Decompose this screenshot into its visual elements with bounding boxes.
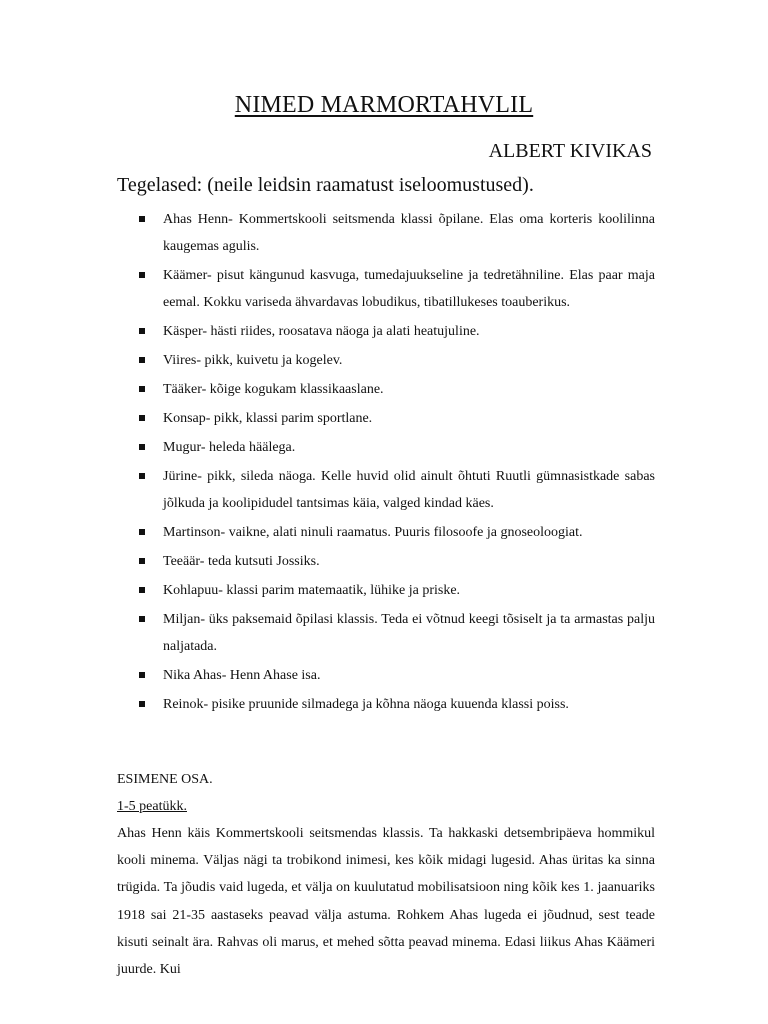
list-item: [117, 262, 655, 316]
list-item-text: Viires- pikk, kuivetu ja kogelev.: [163, 353, 343, 368]
bullet-icon: [139, 444, 145, 450]
list-item-text: Mugur- heleda häälega.: [163, 440, 296, 455]
characters-heading: Tegelased: (neile leidsin raamatust iseloomustused).: [117, 174, 534, 196]
list-item: [117, 318, 655, 345]
bullet-icon: [139, 616, 145, 622]
list-item: [117, 434, 655, 461]
list-item-text: Kohlapuu- klassi parim matemaatik, lühike ja priske.: [163, 583, 461, 598]
list-item: [117, 691, 655, 718]
list-item: [117, 606, 655, 660]
list-item-text: Teeäär- teda kutsuti Jossiks.: [163, 554, 320, 569]
characters-list: [117, 206, 655, 720]
list-item-text: Miljan- üks paksemaid õpilasi klassis. Teda ei võtnud keegi tõsiselt ja ta armastas palju naljatada.: [163, 612, 655, 654]
list-item: [117, 347, 655, 374]
document-title: NIMED MARMORTAHVLIL: [234, 92, 534, 118]
body-paragraph: Ahas Henn käis Kommertskooli seitsmendas klassis. Ta hakkaski detsembripäeva hommikul kooli minema. Väljas nägi ta trobikond inimesi, kes kõik midagi lugesid. Ahas üritas ka sinna trügida. Ta jõudis vaid lugeda, et välja on kuulutatud mobilisatsioon ning kõik kes 1. jaanuariks 1918 sai 21-35 aastaseks peavad välja astuma. Rohkem Ahas lugeda ei jõudnud, sest teade kisuti seinalt ära. Rahvas oli marus, et mehed sõtta peavad minema. Edasi liikus Ahas Käämeri juurde. Kui: [117, 826, 655, 978]
list-item: [117, 662, 655, 689]
bullet-icon: [139, 672, 145, 678]
bullet-icon: [139, 415, 145, 421]
bullet-icon: [139, 386, 145, 392]
list-item: [117, 463, 655, 517]
chapter-title: 1-5 peatükk.: [117, 799, 187, 814]
author-name: ALBERT KIVIKAS: [488, 140, 652, 162]
list-item-text: Tääker- kõige kogukam klassikaaslane.: [163, 382, 384, 397]
list-item-text: Konsap- pikk, klassi parim sportlane.: [163, 411, 373, 426]
list-item: [117, 519, 655, 546]
bullet-icon: [139, 587, 145, 593]
list-item-text: Reinok- pisike pruunide silmadega ja kõhna näoga kuuenda klassi poiss.: [163, 697, 569, 712]
list-item-text: Jürine- pikk, sileda näoga. Kelle huvid olid ainult õhtuti Ruutli gümnasistkade sabas jõlkuda ja koolipidudel tantsimas käia, valged kindad käes.: [163, 469, 655, 511]
list-item: [117, 376, 655, 403]
bullet-icon: [139, 701, 145, 707]
bullet-icon: [139, 272, 145, 278]
bullet-icon: [139, 529, 145, 535]
list-item: [117, 206, 655, 260]
bullet-icon: [139, 357, 145, 363]
bullet-icon: [139, 473, 145, 479]
list-item: [117, 577, 655, 604]
list-item: [117, 405, 655, 432]
bullet-icon: [139, 328, 145, 334]
bullet-icon: [139, 558, 145, 564]
list-item-text: Käämer- pisut kängunud kasvuga, tumedajuukseline ja tedretähniline. Elas paar maja eemal. Kokku variseda ähvardavas lobudikus, tibatillukeses toauberikus.: [163, 268, 655, 310]
list-item-text: Martinson- vaikne, alati ninuli raamatus. Puuris filosoofe ja gnoseoloogiat.: [163, 525, 583, 540]
list-item-text: Käsper- hästi riides, roosatava näoga ja alati heatujuline.: [163, 324, 480, 339]
bullet-icon: [139, 216, 145, 222]
list-item: [117, 548, 655, 575]
section-title: ESIMENE OSA.: [117, 772, 213, 787]
list-item-text: Nika Ahas- Henn Ahase isa.: [163, 668, 321, 683]
list-item-text: Ahas Henn- Kommertskooli seitsmenda klassi õpilane. Elas oma korteris koolilinna kaugemas agulis.: [163, 212, 655, 254]
